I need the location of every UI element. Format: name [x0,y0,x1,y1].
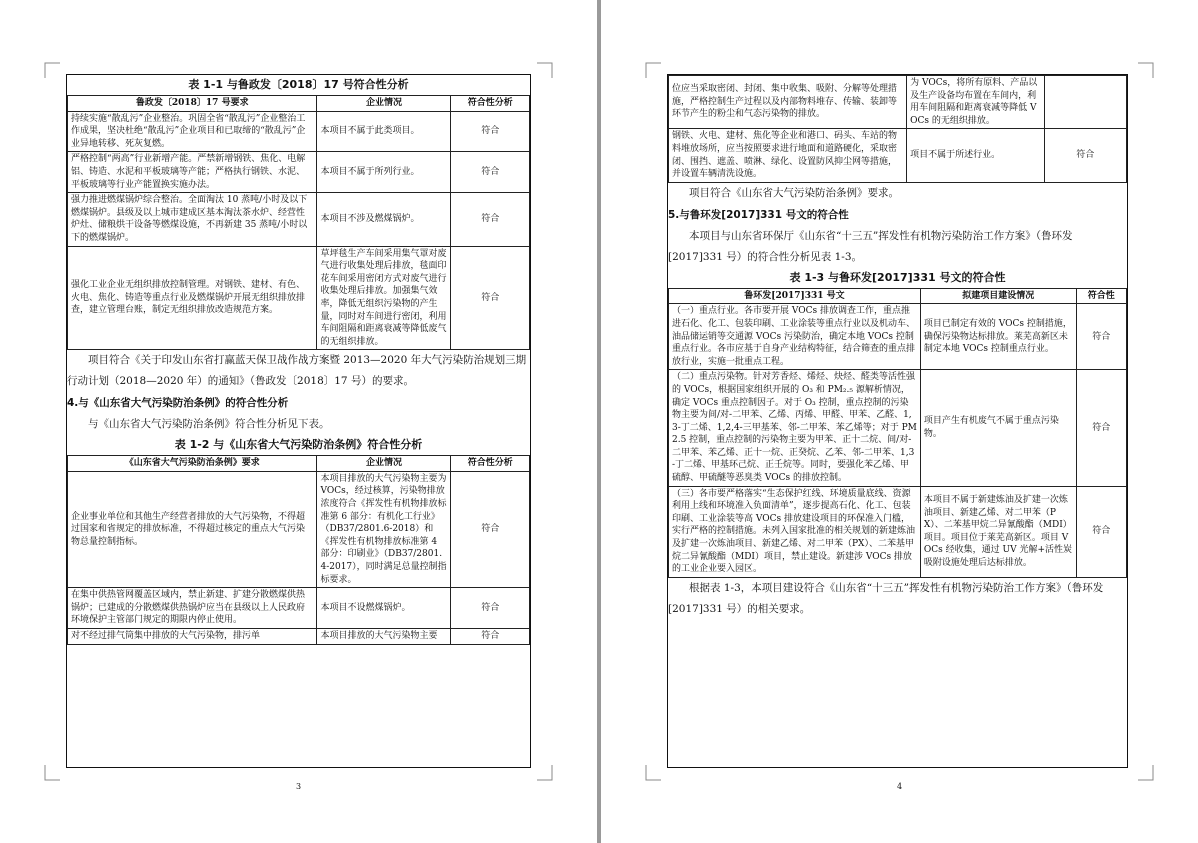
table-header: 鲁政发〔2018〕17 号要求 [68,96,317,112]
requirement-cell: 强化工业企业无组织排放控制管理。对钢铁、建材、有色、火电、焦化、铸造等重点行业及燃煤锅炉开展无组织排放排查，建立管理台账，制定无组织排放改造规范方案。 [68,246,317,350]
table-1-3-caption: 表 1-3 与鲁环发[2017]331 号文的符合性 [789,270,1006,284]
page-number: 3 [295,782,302,791]
page-4 [601,0,1198,843]
crop-mark-icon [44,765,60,781]
table-header: 符合性分析 [451,96,530,112]
table-row [68,246,530,350]
compliance-cell: 符合 [1076,370,1126,486]
requirement-cell: （三）各市要严格落实“生态保护红线、环境质量底线、资源利用上线和环境准入负面清单”，逐步提高石化、化工、包装印刷、工业涂装等高 VOCs 排放建设项目的环保准入门槛，实行严格的控制措施。未列入国家批准的相关规划的新建炼油及扩建一次炼油项目、新建乙烯、对二甲苯（PX）、二苯基甲烷二异氰酸酯（MDI）项目，禁止建设。新建涉 VOCs 排放的工业企业要入园区。 [669,486,921,577]
table-1-2-continued [668,75,1127,183]
compliance-cell: 符合 [451,246,530,350]
table-row [68,152,530,193]
table-1-1-caption: 表 1-1 与鲁政发〔2018〕17 号符合性分析 [188,78,409,91]
situation-cell: 为 VOCs，将所有原料、产品以及生产设备均布置在车间内，利用车间阻隔和距离衰减等降低 VOCs 的无组织排放。 [907,76,1044,129]
table-header: 《山东省大气污染防治条例》要求 [68,456,317,472]
crop-mark-icon [537,765,553,781]
page-frame [66,74,531,768]
table-header: 拟建项目建设情况 [920,288,1076,304]
situation-cell: 本项目排放的大气污染物主要 [317,629,451,645]
table-row [669,370,1127,486]
compliance-cell: 符合 [451,588,530,629]
compliance-cell: 符合 [1076,304,1126,370]
section-heading: 5.与鲁环发[2017]331 号文的符合性 [668,208,849,221]
paragraph: 本项目与山东省环保厅《山东省“十三五”挥发性有机物污染防治工作方案》（鲁环发[2017]331 号）的符合性分析见表 1-3。 [668,229,1073,263]
requirement-cell: 持续实施“散乱污”企业整治。巩固全省“散乱污”企业整治工作成果，坚决杜绝“散乱污”企业项目和已取缔的“散乱污”企业异地转移、死灰复燃。 [68,111,317,152]
paragraph: 根据表 1-3，本项目建设符合《山东省“十三五”挥发性有机物污染防治工作方案》（鲁环发[2017]331 号）的相关要求。 [668,581,1104,615]
table-row [68,588,530,629]
table-row [669,76,1127,129]
situation-cell: 草坪毯生产车间采用集气罩对废气进行收集处理后排放，毯面印花车间采用密闭方式对废气进行收集处理后排放。加强集气效率，降低无组织污染物的产生量，同时对车间进行密闭，利用车间阻隔和距离衰减等降低废气的无组织排放。 [317,246,451,350]
table-row [68,629,530,645]
table-1-1 [67,95,530,350]
requirement-cell: （一）重点行业。各市要开展 VOCs 排放调查工作，重点推进石化、化工、包装印刷、工业涂装等重点行业以及机动车、油品储运销等交通源 VOCs 污染防治，确定本地 VOCs 控制重点行业。各市应基于自身产业结构特征，结合筛查的重点排放行业，实施一批重点工程。 [669,304,921,370]
page-frame [667,74,1128,768]
paragraph: 项目符合《关于印发山东省打赢蓝天保卫战作战方案暨 2013—2020 年大气污染防治规划三期行动计划（2018—2020 年）的通知》（鲁政发〔2018〕17 号）的要求。 [67,354,527,388]
table-header: 符合性 [1076,288,1126,304]
crop-mark-icon [645,62,661,78]
requirement-cell: 严格控制“两高”行业新增产能。严禁新增钢铁、焦化、电解铝、铸造、水泥和平板玻璃等产能；严格执行钢铁、水泥、平板玻璃等行业产能置换实施办法。 [68,152,317,193]
situation-cell: 本项目不设燃煤锅炉。 [317,588,451,629]
table-header: 企业情况 [317,456,451,472]
table-row [68,111,530,152]
compliance-cell: 符合 [451,152,530,193]
table-row [68,193,530,246]
requirement-cell: 在集中供热管网覆盖区域内，禁止新建、扩建分散燃煤供热锅炉；已建成的分散燃煤供热锅炉应当在县级以上人民政府环境保护主管部门规定的期限内停止使用。 [68,588,317,629]
situation-cell: 项目不属于所述行业。 [907,129,1044,182]
table-1-2-caption: 表 1-2 与《山东省大气污染防治条例》符合性分析 [174,438,423,452]
requirement-cell: 钢铁、火电、建材、焦化等企业和港口、码头、车站的物料堆放场所，应当按照要求进行地面和道路硬化，采取密闭、围挡、遮盖、喷淋、绿化、设置防风抑尘网等措施，并设置车辆清洗设施。 [669,129,907,182]
table-header: 鲁环发[2017]331 号文 [669,288,921,304]
table-row [669,129,1127,182]
table-row [669,304,1127,370]
table-1-3 [668,288,1127,578]
requirement-cell: （二）重点污染物。针对芳香烃、烯烃、炔烃、醛类等活性强的 VOCs，根据国家组织开展的 O₃ 和 PM₂.₅ 源解析情况，确定 VOCs 重点控制因子。对于 O₃ 控制，重点控制的污染物主要为间/对-二甲苯、乙烯、丙烯、甲醛、甲苯、乙醛、1,3-丁二烯、1,2,4-三甲基苯、邻-二甲苯、苯乙烯等；对于 PM2.5 控制，重点控制的污染物主要为甲苯、正十二烷、间/对-二甲苯、苯乙烯、正十一烷、正癸烷、乙苯、邻-二甲苯、1,3-丁二烯、甲基环己烷、正壬烷等。同时，要强化苯乙烯、甲硫醇、甲硫醚等恶臭类 VOCs 的排放控制。 [669,370,921,486]
table-row [669,486,1127,577]
compliance-cell: 符合 [451,629,530,645]
situation-cell: 项目产生有机废气不属于重点污染物。 [920,370,1076,486]
table-header: 企业情况 [317,96,451,112]
requirement-cell: 位应当采取密闭、封闭、集中收集、吸附、分解等处理措施，严格控制生产过程以及内部物料堆存、传输、装卸等环节产生的粉尘和气态污染物的排放。 [669,76,907,129]
situation-cell: 本项目不属于所列行业。 [317,152,451,193]
table-header: 符合性分析 [451,456,530,472]
crop-mark-icon [537,62,553,78]
compliance-cell: 符合 [451,471,530,587]
requirement-cell: 强力推进燃煤锅炉综合整治。全面淘汰 10 蒸吨/小时及以下燃煤锅炉。县级及以上城市建成区基本淘汰茶水炉、经营性炉灶、储粮烘干设备等燃煤设施，不再新建 35 蒸吨/小时以下的燃煤锅炉。 [68,193,317,246]
situation-cell: 项目已制定有效的 VOCs 控制措施，确保污染物达标排放。莱芜高新区未制定本地 VOCs 控制重点行业。 [920,304,1076,370]
situation-cell: 本项目不属于此类项目。 [317,111,451,152]
page-3 [0,0,597,843]
situation-cell: 本项目排放的大气污染物主要为 VOCs，经过核算，污染物排放浓度符合《挥发性有机物排放标准第 6 部分：有机化工行业》（DB37/2801.6-2018）和《挥发性有机物排放标准第 4 部分：印刷业》（DB37/2801.4-2017），同时满足总量控制指标要求。 [317,471,451,587]
crop-mark-icon [1138,62,1154,78]
compliance-cell: 符合 [451,193,530,246]
compliance-cell: 符合 [1076,486,1126,577]
compliance-cell: 符合 [451,111,530,152]
situation-cell: 本项目不属于新建炼油及扩建一次炼油项目、新建乙烯、对二甲苯（PX）、二苯基甲烷二异氰酸酯（MDI）项目。项目位于莱芜高新区。项目 VOCs 经收集，通过 UV 光解+活性炭吸附设施处理后达标排放。 [920,486,1076,577]
compliance-cell [1044,76,1126,129]
table-1-2 [67,455,530,644]
page-number: 4 [896,782,903,791]
requirement-cell: 对不经过排气筒集中排放的大气污染物，排污单 [68,629,317,645]
paragraph: 项目符合《山东省大气污染防治条例》要求。 [689,186,899,199]
crop-mark-icon [1138,765,1154,781]
situation-cell: 本项目不涉及燃煤锅炉。 [317,193,451,246]
crop-mark-icon [645,765,661,781]
requirement-cell: 企业事业单位和其他生产经营者排放的大气污染物，不得超过国家和省规定的排放标准，不得超过核定的重点大气污染物总量控制指标。 [68,471,317,587]
section-heading: 4.与《山东省大气污染防治条例》的符合性分析 [67,397,289,410]
compliance-cell: 符合 [1044,129,1126,182]
paragraph: 与《山东省大气污染防治条例》符合性分析见下表。 [88,418,330,431]
crop-mark-icon [44,62,60,78]
table-row [68,471,530,587]
